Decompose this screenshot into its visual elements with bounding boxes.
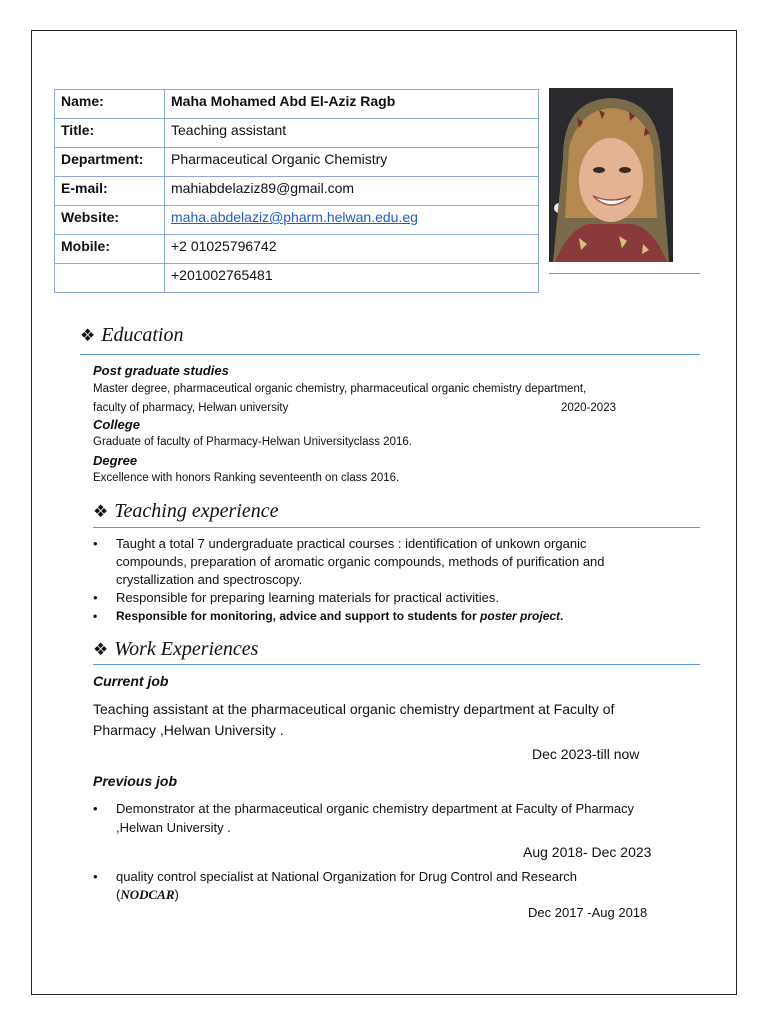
website-row (55, 206, 539, 235)
degree-title: Degree (93, 453, 138, 468)
previous-job-1-date: Aug 2018- Dec 2023 (523, 844, 652, 860)
website-link[interactable]: maha.abdelaziz@pharm.helwan.edu.eg (171, 209, 418, 225)
previous-job-2-date: Dec 2017 -Aug 2018 (528, 905, 648, 920)
mobile-row (55, 235, 539, 264)
previous-job-item-1: • Demonstrator at the pharmaceutical organic chemistry department at Faculty of Pharmacy ,Helwan University . (93, 799, 693, 837)
postgrad-line-2: faculty of pharmacy, Helwan university (93, 402, 289, 414)
website-cell (165, 206, 539, 235)
current-job-line-1: Teaching assistant at the pharmaceutical organic chemistry department at Faculty of (93, 701, 615, 717)
postgrad-title: Post graduate studies (93, 363, 229, 378)
photo-underline (549, 273, 700, 274)
email-label: E-mail: (55, 177, 165, 206)
mobile-value-1: +2 01025796742 (165, 235, 539, 264)
current-job-title: Current job (93, 673, 169, 689)
email-value: mahiabdelaziz89@gmail.com (165, 177, 539, 206)
title-row (55, 119, 539, 148)
college-title: College (93, 417, 140, 432)
name-label: Name: (55, 90, 165, 119)
title-value: Teaching assistant (165, 119, 539, 148)
teaching-item-1: • Taught a total 7 undergraduate practical courses : identification of unkown organic compounds, preparation of aromatic organic compounds, methods of purification and crystallization and spectroscopy. (93, 535, 693, 589)
title-label: Title: (55, 119, 165, 148)
previous-job-item-2: • quality control specialist at National Organization for Drug Control and Research (NODCAR) (93, 868, 693, 904)
email-row (55, 177, 539, 206)
diamond-bullet-icon: ❖ (80, 326, 96, 345)
department-row (55, 148, 539, 177)
personal-info-table (54, 89, 539, 293)
teaching-rule (93, 527, 700, 528)
previous-job-list-1 (93, 799, 693, 837)
previous-job-list-2 (93, 868, 693, 904)
college-text: Graduate of faculty of Pharmacy-Helwan Universityclass 2016. (93, 436, 412, 448)
current-job-line-2: Pharmacy ,Helwan University . (93, 722, 284, 738)
postgrad-line-1: Master degree, pharmaceutical organic chemistry, pharmaceutical organic chemistry department, (93, 383, 587, 395)
department-value: Pharmaceutical Organic Chemistry (165, 148, 539, 177)
website-label: Website: (55, 206, 165, 235)
mobile-label: Mobile: (55, 235, 165, 264)
name-row (55, 90, 539, 119)
education-heading: ❖ Education (80, 324, 184, 346)
profile-photo (549, 88, 673, 262)
education-rule (80, 354, 700, 355)
profile-photo-graphic (549, 88, 673, 262)
previous-job-title: Previous job (93, 773, 178, 789)
mobile-row-2 (55, 264, 539, 293)
empty-label (55, 264, 165, 293)
work-rule (93, 664, 700, 665)
work-heading: ❖ Work Experiences (93, 638, 259, 660)
mobile-value-2: +201002765481 (165, 264, 539, 293)
teaching-item-3: • Responsible for monitoring, advice and support to students for poster project. (93, 607, 693, 625)
diamond-bullet-icon: ❖ (93, 502, 109, 521)
teaching-list (93, 535, 693, 625)
degree-text: Excellence with honors Ranking seventeenth on class 2016. (93, 472, 400, 484)
diamond-bullet-icon: ❖ (93, 640, 109, 659)
postgrad-years: 2020-2023 (561, 402, 616, 414)
teaching-heading: ❖ Teaching experience (93, 500, 279, 522)
name-value: Maha Mohamed Abd El-Aziz Ragb (165, 90, 539, 119)
teaching-item-2: • Responsible for preparing learning materials for practical activities. (93, 589, 693, 607)
department-label: Department: (55, 148, 165, 177)
current-job-date: Dec 2023-till now (532, 746, 640, 762)
